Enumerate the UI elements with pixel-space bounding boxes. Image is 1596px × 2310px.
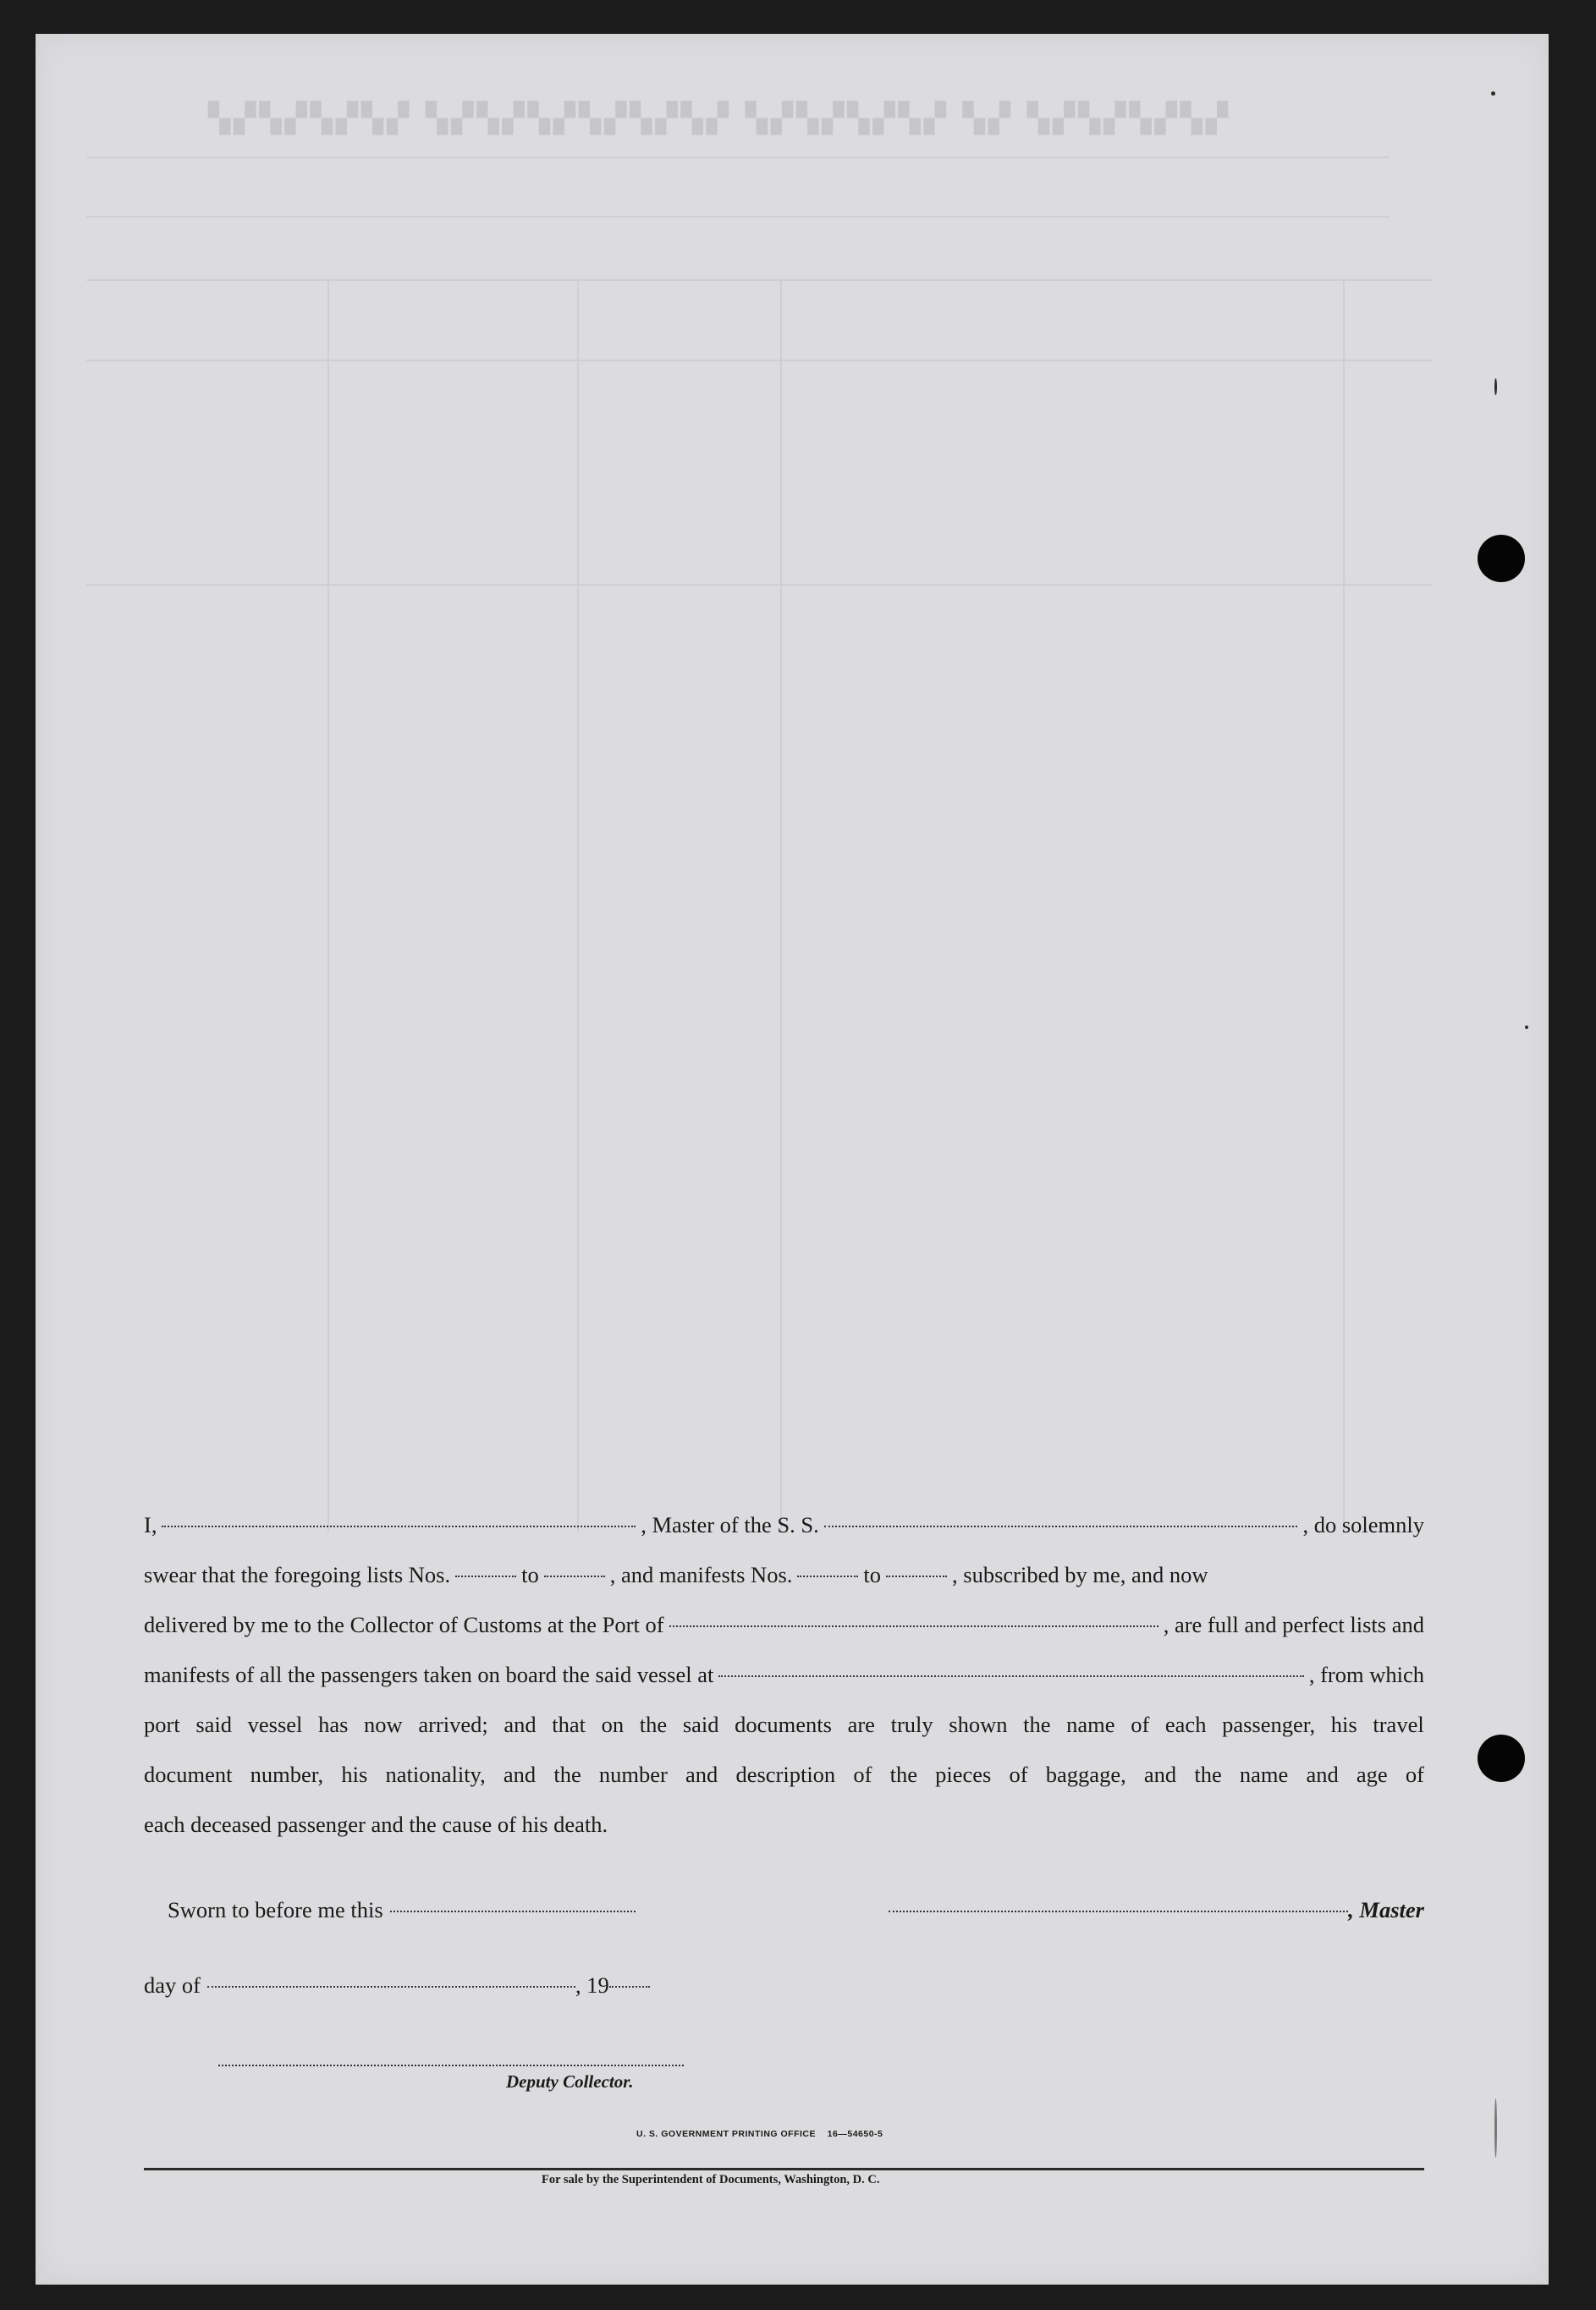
bleed-through-rule xyxy=(86,584,1432,586)
speck xyxy=(1494,378,1497,395)
oath-line-6 xyxy=(144,1762,1424,1812)
oath-word: arrived; xyxy=(418,1712,488,1737)
oath-word: of xyxy=(853,1762,872,1787)
oath-word: name xyxy=(1239,1762,1289,1787)
oath-text: , do solemnly xyxy=(1302,1512,1425,1537)
oath-word: the xyxy=(889,1762,917,1787)
oath-text: to xyxy=(863,1562,882,1587)
vessel-name-blank xyxy=(824,1526,1298,1527)
speck xyxy=(1525,1026,1528,1029)
departure-port-blank xyxy=(718,1675,1304,1677)
oath-word: baggage, xyxy=(1045,1762,1126,1787)
bleed-through-rule xyxy=(86,157,1390,158)
oath-word: and xyxy=(1306,1762,1339,1787)
oath-word: shown xyxy=(949,1712,1008,1737)
month-blank xyxy=(207,1986,575,1988)
oath-word: the xyxy=(1194,1762,1222,1787)
year-blank xyxy=(609,1986,650,1988)
bleed-through-column xyxy=(577,279,579,1532)
oath-line-7 xyxy=(144,1812,1424,1862)
speck xyxy=(1491,91,1495,96)
oath-word: of xyxy=(1009,1762,1028,1787)
lists-to-blank xyxy=(544,1576,605,1577)
oath-text: to xyxy=(521,1562,539,1587)
oath-word: age xyxy=(1356,1762,1388,1787)
oath-word: nationality, xyxy=(385,1762,486,1787)
oath-line-4 xyxy=(144,1662,1424,1712)
punch-hole-bottom xyxy=(1478,1735,1525,1782)
oath-word: his xyxy=(1330,1712,1357,1737)
lists-from-blank xyxy=(455,1576,516,1577)
oath-word: and xyxy=(1143,1762,1177,1787)
sworn-day-blank xyxy=(390,1911,636,1912)
deputy-collector-label: Deputy Collector. xyxy=(506,2071,634,2092)
bleed-through-rule xyxy=(86,360,1432,361)
sworn-line xyxy=(168,1897,636,1923)
oath-word: the xyxy=(553,1762,581,1787)
oath-word: that xyxy=(552,1712,586,1737)
master-label: , Master xyxy=(1348,1897,1424,1922)
port-blank xyxy=(669,1625,1158,1627)
oath-word: and xyxy=(504,1712,537,1737)
bleed-through-column xyxy=(327,279,329,1532)
oath-word: number, xyxy=(250,1762,324,1787)
oath-line-2 xyxy=(144,1562,1424,1612)
day-of-label: day of xyxy=(144,1972,201,1998)
oath-word: truly xyxy=(890,1712,933,1737)
oath-word: the xyxy=(639,1712,668,1737)
master-signature-blank xyxy=(889,1911,1348,1912)
oath-word: and xyxy=(685,1762,718,1787)
printing-office-imprint: U. S. GOVERNMENT PRINTING OFFICE 16—54650-5 xyxy=(636,2129,883,2139)
for-sale-notice: For sale by the Superintendent of Documents, Washington, D. C. xyxy=(542,2173,880,2186)
oath-word: passenger, xyxy=(1222,1712,1316,1737)
oath-line-5 xyxy=(144,1712,1424,1762)
oath-text: manifests of all the passengers taken on board the said vessel at xyxy=(144,1662,714,1687)
sworn-label: Sworn to before me this xyxy=(168,1897,383,1922)
punch-hole-top xyxy=(1478,535,1525,582)
oath-word: said xyxy=(682,1712,719,1737)
oath-text: swear that the foregoing lists Nos. xyxy=(144,1562,451,1587)
master-oath xyxy=(144,1512,1424,1862)
oath-word: of xyxy=(1131,1712,1150,1737)
oath-word: travel xyxy=(1373,1712,1424,1737)
year-label: , 19 xyxy=(575,1972,609,1998)
oath-word: documents xyxy=(735,1712,832,1737)
oath-word: document xyxy=(144,1762,233,1787)
oath-text: I, xyxy=(144,1512,157,1537)
oath-word: has xyxy=(318,1712,349,1737)
master-signature-line xyxy=(889,1897,1424,1923)
oath-word: and xyxy=(503,1762,537,1787)
date-line xyxy=(144,1972,650,1999)
oath-word: name xyxy=(1066,1712,1115,1737)
bleed-through-heading: ▚▞▚▞▚▞▚▞ ▚▞ ▚▞▚▞▚▞▚▞ ▚▞▚▞▚▞▚▞▚▞▚▞ ▚▞▚▞▚▞▚▞ xyxy=(205,102,1228,135)
deputy-signature-blank xyxy=(218,2065,684,2066)
oath-text: , Master of the S. S. xyxy=(641,1512,819,1537)
oath-line-1 xyxy=(144,1512,1424,1562)
bleed-through-column xyxy=(1343,279,1345,1532)
manifests-to-blank xyxy=(886,1576,947,1577)
oath-word: now xyxy=(364,1712,403,1737)
oath-text: each deceased passenger and the cause of his death. xyxy=(144,1812,608,1837)
oath-word: vessel xyxy=(247,1712,303,1737)
oath-text: , subscribed by me, and now xyxy=(952,1562,1208,1587)
manifest-page xyxy=(36,34,1549,2285)
oath-word: pieces xyxy=(935,1762,992,1787)
manifests-from-blank xyxy=(797,1576,858,1577)
bleed-through-rule xyxy=(86,216,1390,217)
master-name-blank xyxy=(162,1526,636,1527)
oath-line-3 xyxy=(144,1612,1424,1662)
oath-word: of xyxy=(1405,1762,1424,1787)
oath-word: number xyxy=(598,1762,668,1787)
oath-text: delivered by me to the Collector of Customs at the Port of xyxy=(144,1612,664,1637)
oath-word: said xyxy=(195,1712,233,1737)
oath-word: on xyxy=(601,1712,625,1737)
bleed-through-column xyxy=(780,279,782,1532)
oath-word: his xyxy=(341,1762,368,1787)
oath-text: , from which xyxy=(1308,1662,1424,1687)
oath-word: are xyxy=(847,1712,875,1737)
oath-text: , and manifests Nos. xyxy=(609,1562,793,1587)
oath-word: the xyxy=(1023,1712,1051,1737)
speck xyxy=(1494,2098,1497,2158)
oath-text: , are full and perfect lists and xyxy=(1163,1612,1424,1637)
oath-word: each xyxy=(1164,1712,1207,1737)
oath-word: port xyxy=(144,1712,180,1737)
oath-word: description xyxy=(735,1762,836,1787)
bleed-through-rule xyxy=(86,279,1432,281)
footer-rule xyxy=(144,2168,1424,2170)
